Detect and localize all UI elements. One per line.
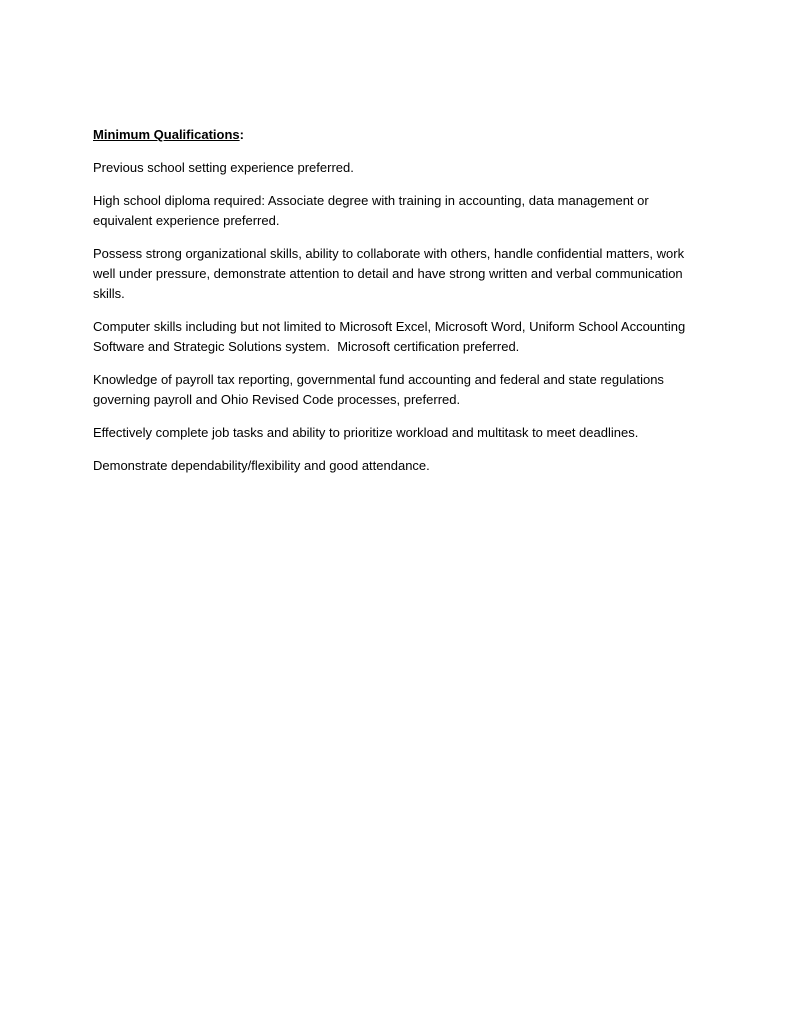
document-body (93, 125, 705, 489)
qualification-paragraph: High school diploma required: Associate degree with training in accounting, data management or equivalent experience preferred. (93, 193, 649, 228)
qualification-paragraph: Computer skills including but not limited to Microsoft Excel, Microsoft Word, Uniform School Accounting Software and Strategic Solutions system. Microsoft certification preferred. (93, 319, 689, 354)
section-heading-colon: : (239, 127, 244, 142)
qualification-paragraph: Previous school setting experience preferred. (93, 160, 354, 175)
qualification-paragraph: Possess strong organizational skills, ability to collaborate with others, handle confidential matters, work well under pressure, demonstrate attention to detail and have strong written and verbal communication skills. (93, 246, 685, 301)
qualification-paragraph: Knowledge of payroll tax reporting, governmental fund accounting and federal and state regulations governing payroll and Ohio Revised Code processes, preferred. (93, 372, 664, 407)
section-heading (93, 125, 705, 145)
qualification-paragraph: Effectively complete job tasks and ability to prioritize workload and multitask to meet deadlines. (93, 425, 639, 440)
section-heading-text: Minimum Qualifications (93, 127, 240, 142)
qualification-paragraph: Demonstrate dependability/flexibility and good attendance. (93, 458, 430, 473)
